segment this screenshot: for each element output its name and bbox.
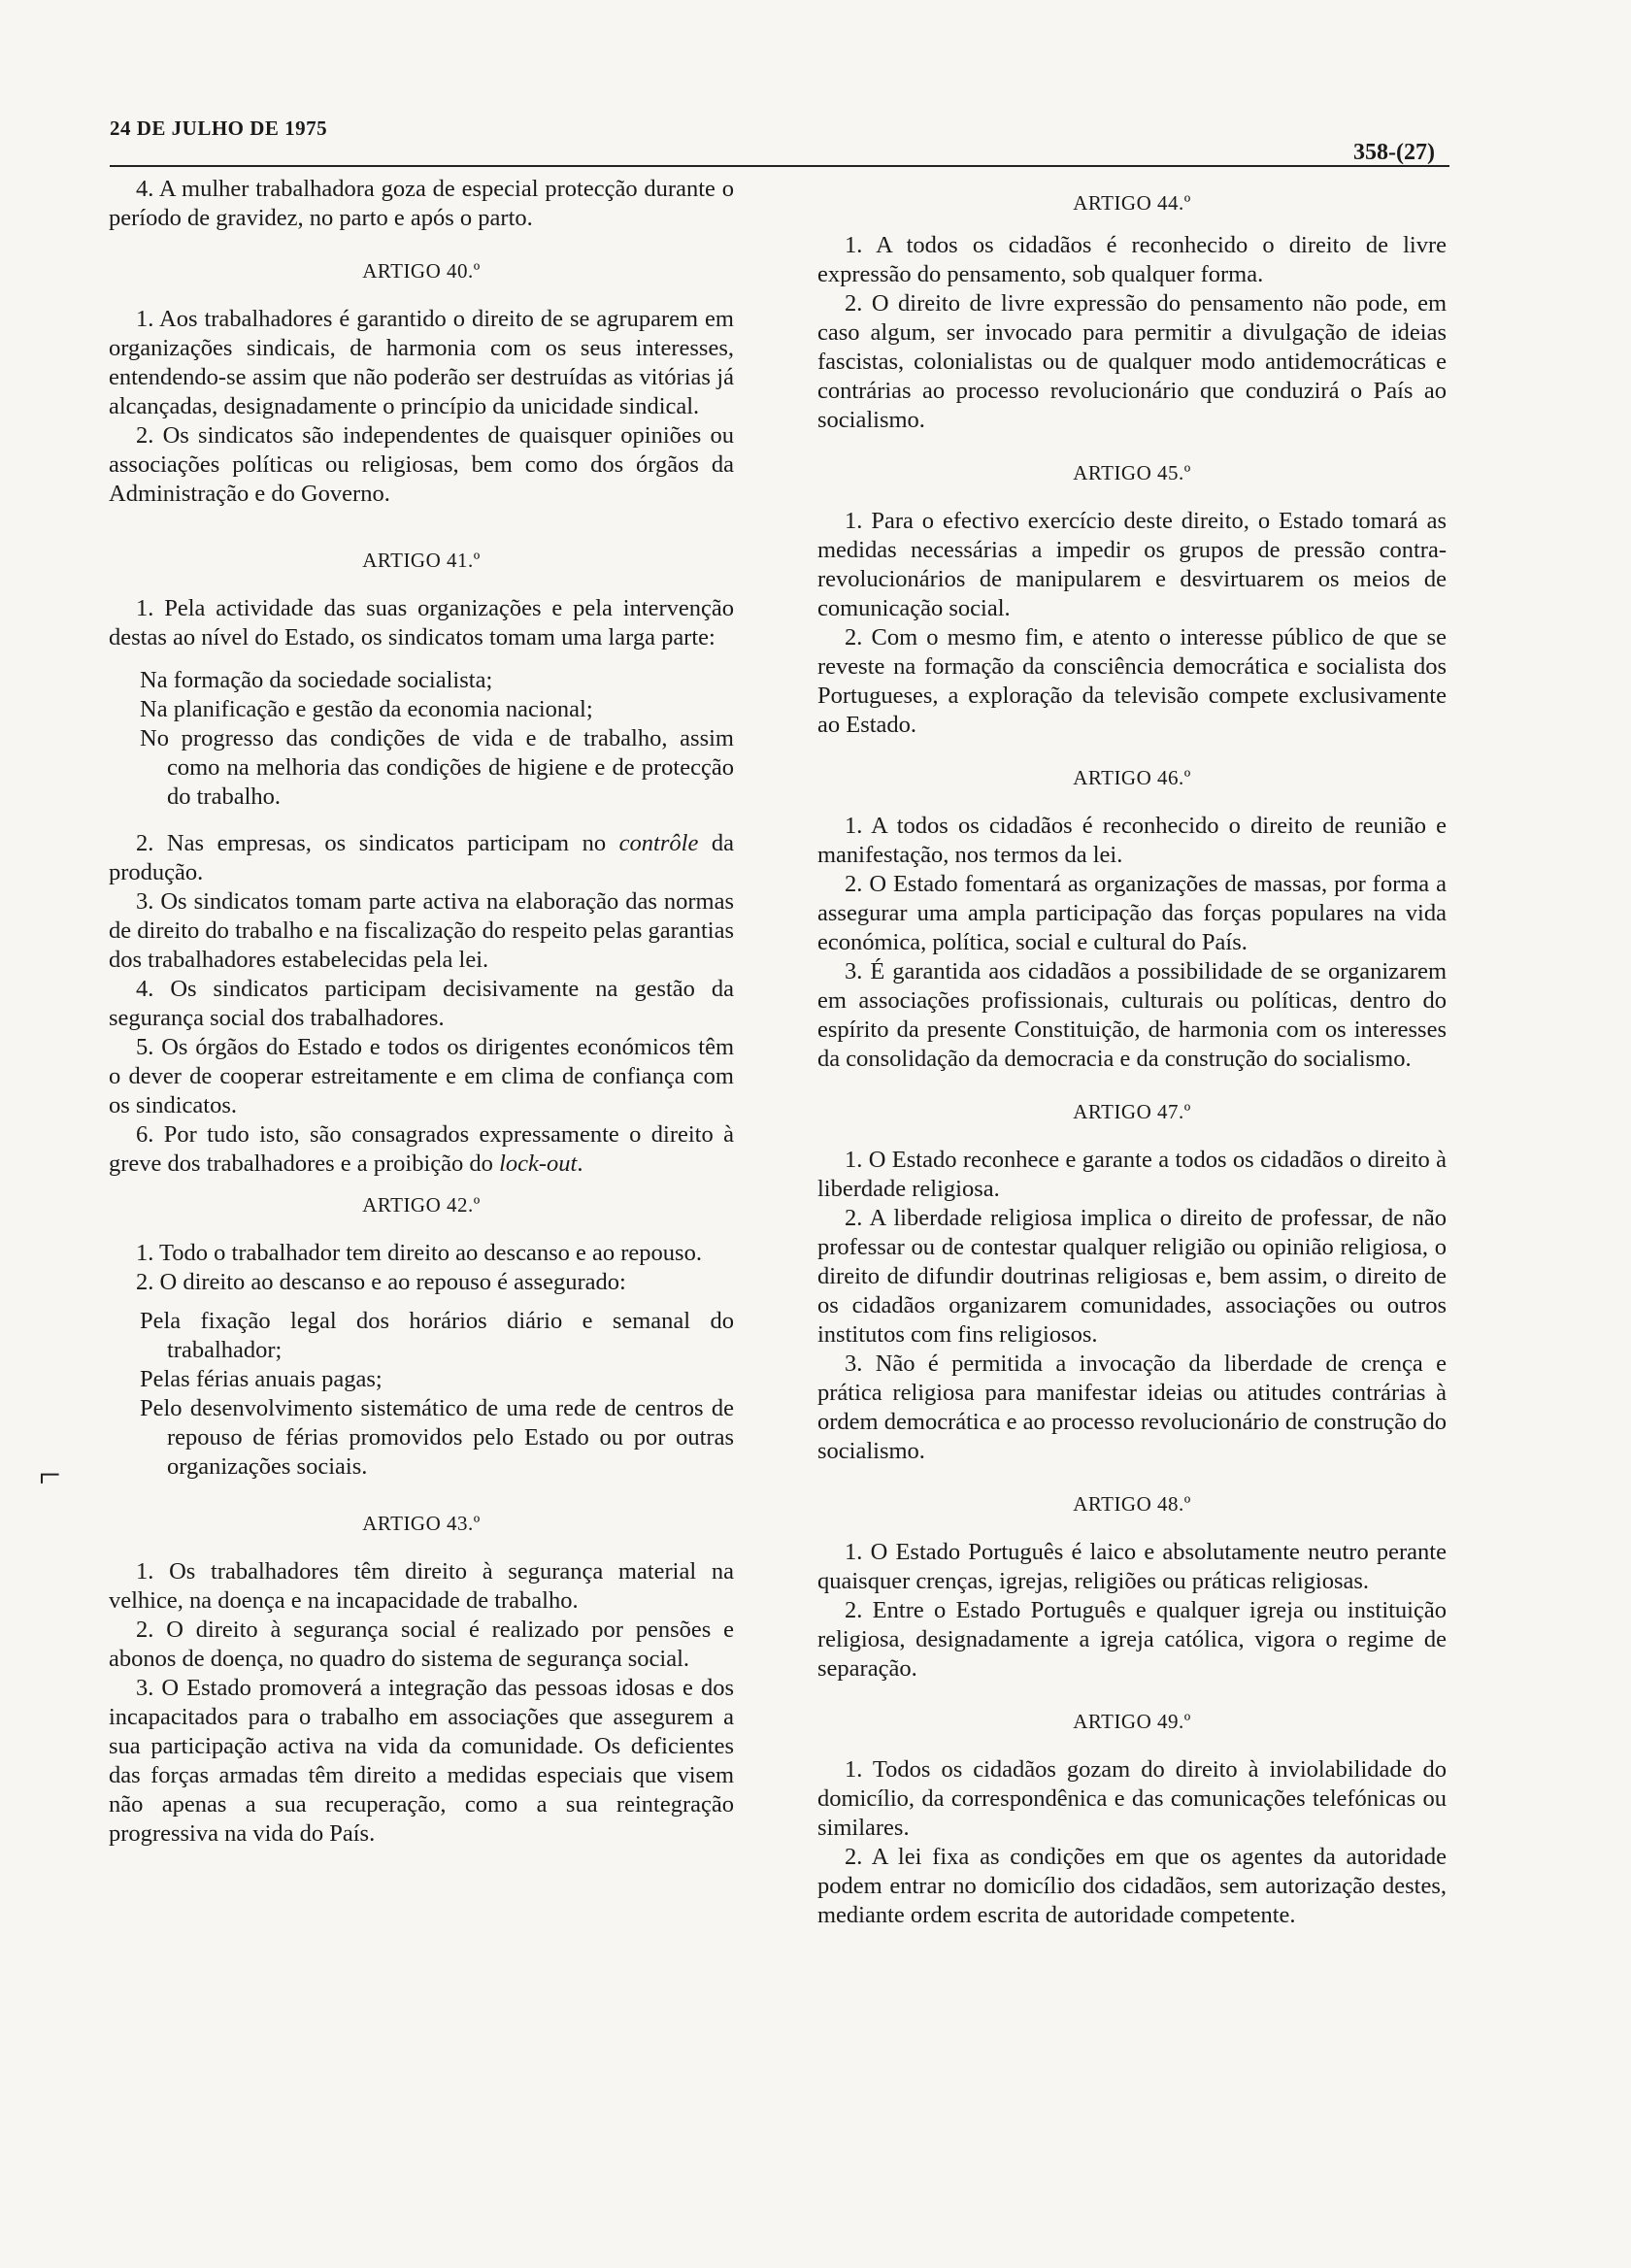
paragraph: 5. Os órgãos do Estado e todos os dirigentes económicos têm o dever de cooperar estreitamente e em clima de confiança com os sindicatos. bbox=[109, 1034, 734, 1118]
paragraph: 2. A lei fixa as condições em que os agentes da autoridade podem entrar no domicílio dos cidadãos, sem autorização destes, mediante ordem escrita de autoridade competente. bbox=[817, 1844, 1447, 1928]
paragraph: 2. O direito de livre expressão do pensamento não pode, em caso algum, ser invocado para permitir a divulgação de ideias fascistas, colonialistas ou de qualquer modo antidemocráticas e contrárias ao processo revolucionário que conduzirá o País ao socialismo. bbox=[817, 290, 1447, 433]
list-item: Pelas férias anuais pagas; bbox=[140, 1366, 383, 1392]
paragraph: 1. Os trabalhadores têm direito à segurança material na velhice, na doença e na incapacidade de trabalho. bbox=[109, 1558, 734, 1614]
right-column bbox=[817, 184, 1447, 1930]
article-title-46: ARTIGO 46.º bbox=[1073, 766, 1191, 789]
text: da produção. bbox=[109, 830, 735, 885]
header-rule bbox=[110, 165, 1449, 167]
article-title-49: ARTIGO 49.º bbox=[1073, 1710, 1191, 1733]
paragraph: 1. Para o efectivo exercício deste direito, o Estado tomará as medidas necessárias a impedir os grupos de pressão contra-revolucionários de manipularem e desvirtuarem os meios de comunicação social. bbox=[817, 508, 1447, 621]
article-title-45: ARTIGO 45.º bbox=[1073, 461, 1191, 484]
paragraph: 1. O Estado reconhece e garante a todos os cidadãos o direito à liberdade religiosa. bbox=[817, 1147, 1447, 1202]
paragraph: 1. O Estado Português é laico e absolutamente neutro perante quaisquer crenças, igrejas, religiões ou práticas religiosas. bbox=[817, 1539, 1447, 1594]
article-title-43: ARTIGO 43.º bbox=[362, 1512, 481, 1535]
paragraph: 2. Com o mesmo fim, e atento o interesse público de que se reveste na formação da consciência democrática e socialista dos Portugueses, a exploração da televisão compete exclusivamente ao Estado. bbox=[817, 624, 1447, 738]
margin-mark: ⌐ bbox=[39, 1452, 61, 1496]
italic-text: contrôle bbox=[618, 830, 699, 856]
list-item: Na planificação e gestão da economia nacional; bbox=[140, 696, 593, 722]
paragraph: 1. A todos os cidadãos é reconhecido o direito de reunião e manifestação, nos termos da lei. bbox=[817, 813, 1447, 868]
article-title-40: ARTIGO 40.º bbox=[362, 259, 481, 283]
article-title-48: ARTIGO 48.º bbox=[1073, 1492, 1191, 1516]
paragraph bbox=[109, 829, 734, 887]
paragraph: 4. Os sindicatos participam decisivamente na gestão da segurança social dos trabalhadores. bbox=[109, 976, 734, 1031]
paragraph: 1. Todo o trabalhador tem direito ao descanso e ao repouso. bbox=[136, 1240, 702, 1266]
list bbox=[109, 1307, 734, 1482]
paragraph: 4. A mulher trabalhadora goza de especial protecção durante o período de gravidez, no parto e após o parto. bbox=[109, 176, 734, 231]
paragraph: 2. O direito ao descanso e ao repouso é assegurado: bbox=[136, 1269, 626, 1295]
list-item: Pela fixação legal dos horários diário e semanal do trabalhador; bbox=[140, 1308, 734, 1363]
paragraph: 2. Entre o Estado Português e qualquer igreja ou instituição religiosa, designadamente a igreja católica, vigora o regime de separação. bbox=[817, 1597, 1447, 1682]
paragraph: 2. A liberdade religiosa implica o direito de professar, de não professar ou de contestar qualquer religião ou opinião religiosa, o direito de difundir doutrinas religiosas e, bem assim, o direito de os cidadãos organizarem comunidades, associações ou outros institutos com fins religiosos. bbox=[817, 1205, 1447, 1348]
paragraph: 2. O direito à segurança social é realizado por pensões e abonos de doença, no quadro do sistema de segurança social. bbox=[109, 1617, 734, 1672]
paragraph: 3. Não é permitida a invocação da liberdade de crença e prática religiosa para manifestar ideias ou atitudes contrárias à ordem democrática e ao processo revolucionário de construção do socialismo. bbox=[817, 1351, 1447, 1464]
paragraph: 1. Todos os cidadãos gozam do direito à inviolabilidade do domicílio, da correspondênica e das comunicações telefónicas ou similares. bbox=[817, 1756, 1447, 1841]
paragraph: 2. Os sindicatos são independentes de quaisquer opiniões ou associações políticas ou religiosas, bem como dos órgãos da Administração e do Governo. bbox=[109, 422, 734, 507]
text: 6. Por tudo isto, são consagrados expressamente o direito à greve dos trabalhadores e a proibição do bbox=[109, 1121, 734, 1177]
article-title-44: ARTIGO 44.º bbox=[1073, 191, 1191, 215]
article-title-47: ARTIGO 47.º bbox=[1073, 1100, 1191, 1123]
paragraph: 3. O Estado promoverá a integração das pessoas idosas e dos incapacitados para o trabalho em associações que assegurem a sua participação activa na vida da comunidade. Os deficientes das forças armadas têm direito a medidas especiais que visem não apenas a sua recuperação, como a sua reintegração progressiva na vida do País. bbox=[109, 1675, 734, 1847]
paragraph: 3. Os sindicatos tomam parte activa na elaboração das normas de direito do trabalho e na fiscalização do respeito pelas garantias dos trabalhadores estabelecidas pela lei. bbox=[109, 888, 734, 973]
header-date: 24 DE JULHO DE 1975 bbox=[110, 117, 328, 140]
italic-text: lock-out bbox=[499, 1151, 578, 1177]
list-item: No progresso das condições de vida e de trabalho, assim como na melhoria das condições de higiene e de protecção do trabalho. bbox=[140, 725, 734, 810]
paragraph bbox=[109, 1120, 734, 1179]
list-item: Na formação da sociedade socialista; bbox=[140, 667, 493, 693]
list-item: Pelo desenvolvimento sistemático de uma rede de centros de repouso de férias promovidos pelo Estado ou por outras organizações sociais. bbox=[140, 1395, 734, 1480]
article-title-41: ARTIGO 41.º bbox=[362, 549, 481, 572]
text: 2. Nas empresas, os sindicatos participam no bbox=[136, 830, 619, 856]
paragraph: 1. Pela actividade das suas organizações e pela intervenção destas ao nível do Estado, os sindicatos tomam uma larga parte: bbox=[109, 595, 734, 650]
paragraph: 3. É garantida aos cidadãos a possibilidade de se organizarem em associações profissionais, culturais ou políticas, dentro do espírito da presente Constituição, de harmonia com os interesses da consolidação da democracia e da construção do socialismo. bbox=[817, 958, 1447, 1072]
paragraph: 1. Aos trabalhadores é garantido o direito de se agruparem em organizações sindicais, de harmonia com os seus interesses, entendendo-se assim que não poderão ser destruídas as vitórias já alcançadas, designadamente o princípio da unicidade sindical. bbox=[109, 306, 734, 419]
paragraph: 2. O Estado fomentará as organizações de massas, por forma a assegurar uma ampla participação das forças populares na vida económica, política, social e cultural do País. bbox=[817, 871, 1447, 955]
page-number: 358-(27) bbox=[1353, 140, 1435, 165]
list bbox=[109, 666, 734, 812]
paragraph: 1. A todos os cidadãos é reconhecido o direito de livre expressão do pensamento, sob qualquer forma. bbox=[817, 232, 1447, 287]
left-column bbox=[109, 175, 734, 1849]
text: . bbox=[577, 1151, 583, 1177]
article-title-42: ARTIGO 42.º bbox=[362, 1193, 481, 1217]
